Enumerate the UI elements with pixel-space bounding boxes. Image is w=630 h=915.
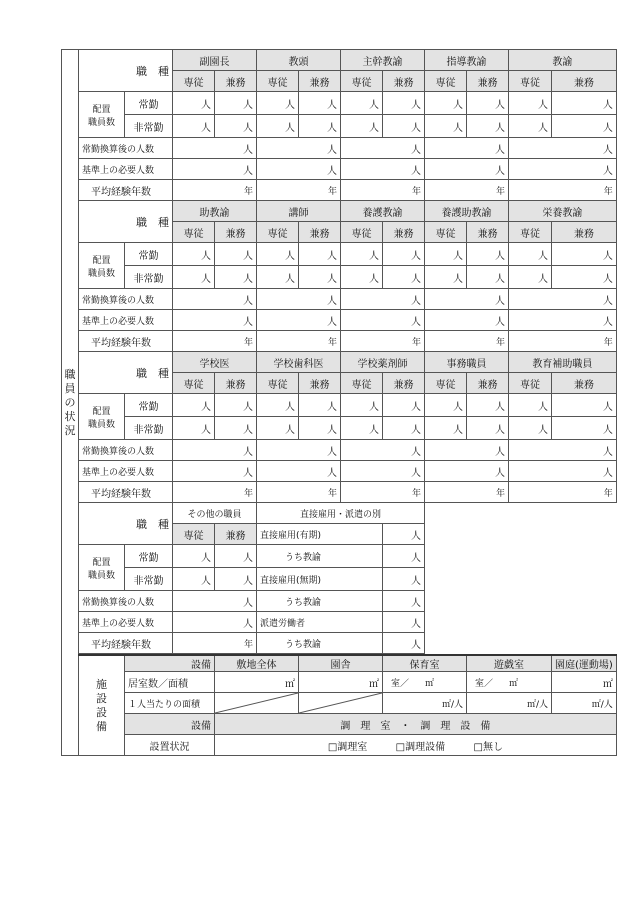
experience-label: 平均経験年数 xyxy=(79,482,173,503)
full-time-label: 常勤 xyxy=(125,92,173,115)
person-cell[interactable]: 人 xyxy=(425,440,509,461)
experience-label: 平均経験年数 xyxy=(79,633,173,654)
person-cell[interactable]: 人 xyxy=(467,92,509,115)
job-header: 教諭 xyxy=(509,50,617,71)
person-cell[interactable]: 人 xyxy=(425,417,467,440)
person-cell[interactable]: 人 xyxy=(509,310,617,331)
year-cell[interactable]: 年 xyxy=(509,331,617,352)
job-type-header: 職 種 xyxy=(79,201,173,243)
person-cell[interactable]: 人 xyxy=(552,115,617,138)
facility-col-yard: 園庭(運動場) xyxy=(552,655,617,672)
full-time-label: 常勤 xyxy=(125,545,173,568)
room-area-cell[interactable]: 室／ ㎡ xyxy=(383,672,467,693)
full-time-header: 専従 xyxy=(509,373,552,394)
person-cell[interactable]: 人 xyxy=(215,417,257,440)
full-time-header: 専従 xyxy=(173,222,215,243)
person-cell[interactable]: 人 xyxy=(425,289,509,310)
person-cell[interactable]: 人 xyxy=(173,417,215,440)
person-cell[interactable]: 人 xyxy=(299,394,341,417)
person-cell[interactable]: 人 xyxy=(173,159,257,180)
person-cell[interactable]: 人 xyxy=(173,115,215,138)
person-cell[interactable]: 人 xyxy=(341,115,383,138)
fte-label: 常勤換算後の人数 xyxy=(79,591,173,612)
person-cell[interactable]: 人 xyxy=(257,461,341,482)
part-time-header: 兼務 xyxy=(383,71,425,92)
full-time-header: 専従 xyxy=(257,373,299,394)
person-cell[interactable]: 人 xyxy=(341,138,425,159)
person-cell[interactable]: 人 xyxy=(341,461,425,482)
person-cell[interactable]: 人 xyxy=(383,115,425,138)
year-cell[interactable]: 年 xyxy=(509,482,617,503)
full-time-header: 専従 xyxy=(509,222,552,243)
facility-col-site: 敷地全体 xyxy=(215,655,299,672)
job-header-other: その他の職員 xyxy=(173,503,257,524)
job-header: 養護教諭 xyxy=(341,201,425,222)
job-header: 学校医 xyxy=(173,352,257,373)
fte-label: 常勤換算後の人数 xyxy=(79,440,173,461)
full-time-header: 専従 xyxy=(257,222,299,243)
facility-col-nursery: 保育室 xyxy=(383,655,467,672)
person-cell[interactable]: 人 xyxy=(509,138,617,159)
dispatch-label: 派遣労働者 xyxy=(257,612,383,633)
person-cell[interactable]: 人 xyxy=(552,266,617,289)
person-cell[interactable]: 人 xyxy=(257,92,299,115)
job-header: 教頭 xyxy=(257,50,341,71)
full-time-header: 専従 xyxy=(173,524,215,545)
part-time-header: 兼務 xyxy=(552,373,617,394)
person-cell[interactable]: 人 xyxy=(425,159,509,180)
part-time-header: 兼務 xyxy=(299,71,341,92)
person-cell[interactable]: 人 xyxy=(341,266,383,289)
part-time-header: 兼務 xyxy=(467,71,509,92)
person-cell[interactable]: 人 xyxy=(173,591,257,612)
person-cell[interactable]: 人 xyxy=(383,633,425,654)
person-cell[interactable]: 人 xyxy=(341,310,425,331)
full-time-header: 専従 xyxy=(341,373,383,394)
job-header: 主幹教諭 xyxy=(341,50,425,71)
direct-permanent-label: 直接雇用(無期) xyxy=(257,568,383,591)
year-cell[interactable]: 年 xyxy=(425,180,509,201)
person-cell[interactable]: 人 xyxy=(341,159,425,180)
year-cell[interactable]: 年 xyxy=(257,331,341,352)
area-cell[interactable]: ㎡ xyxy=(215,672,299,693)
required-label: 基準上の必要人数 xyxy=(79,310,173,331)
facility-header: 設備 xyxy=(125,714,215,735)
person-cell[interactable]: 人 xyxy=(425,394,467,417)
person-cell[interactable]: 人 xyxy=(257,394,299,417)
person-cell[interactable]: 人 xyxy=(383,243,425,266)
person-cell[interactable]: 人 xyxy=(383,394,425,417)
room-area-label: 居室数／面積 xyxy=(125,672,215,693)
person-cell[interactable]: 人 xyxy=(509,115,552,138)
part-time-header: 兼務 xyxy=(383,373,425,394)
part-time-header: 兼務 xyxy=(467,222,509,243)
facility-header: 設備 xyxy=(125,655,215,672)
year-cell[interactable]: 年 xyxy=(425,482,509,503)
year-cell[interactable]: 年 xyxy=(257,482,341,503)
person-cell[interactable]: 人 xyxy=(173,568,215,591)
year-cell[interactable]: 年 xyxy=(425,331,509,352)
person-cell[interactable]: 人 xyxy=(509,159,617,180)
person-cell[interactable]: 人 xyxy=(425,461,509,482)
employment-type-header: 直接雇用・派遣の別 xyxy=(257,503,425,524)
job-header: 養護助教諭 xyxy=(425,201,509,222)
person-cell[interactable]: 人 xyxy=(467,417,509,440)
year-cell[interactable]: 年 xyxy=(173,180,257,201)
full-time-header: 専従 xyxy=(341,71,383,92)
person-cell[interactable]: 人 xyxy=(425,115,467,138)
person-cell[interactable]: 人 xyxy=(425,92,467,115)
option-kitchen-checkbox[interactable]: □調理室 xyxy=(327,741,368,753)
person-cell[interactable]: 人 xyxy=(257,159,341,180)
year-cell[interactable]: 年 xyxy=(173,633,257,654)
year-cell[interactable]: 年 xyxy=(173,331,257,352)
part-time-label: 非常勤 xyxy=(125,115,173,138)
person-cell[interactable]: 人 xyxy=(299,417,341,440)
area-cell[interactable]: ㎡ xyxy=(552,672,617,693)
staff-facility-table xyxy=(61,49,617,756)
na-cell xyxy=(299,693,383,714)
person-cell[interactable]: 人 xyxy=(341,394,383,417)
person-cell[interactable]: 人 xyxy=(509,243,552,266)
person-cell[interactable]: 人 xyxy=(509,417,552,440)
person-cell[interactable]: 人 xyxy=(383,92,425,115)
per-person-cell[interactable]: ㎡/人 xyxy=(552,693,617,714)
full-time-header: 専従 xyxy=(425,71,467,92)
part-time-label: 非常勤 xyxy=(125,568,173,591)
job-header: 栄養教諭 xyxy=(509,201,617,222)
person-cell[interactable]: 人 xyxy=(257,289,341,310)
person-cell[interactable]: 人 xyxy=(552,243,617,266)
person-cell[interactable]: 人 xyxy=(299,266,341,289)
facility-section-title: 施 設 設 備 xyxy=(79,655,125,756)
person-cell[interactable]: 人 xyxy=(173,440,257,461)
part-time-header: 兼務 xyxy=(383,222,425,243)
person-cell[interactable]: 人 xyxy=(341,440,425,461)
full-time-header: 専従 xyxy=(425,222,467,243)
person-cell[interactable]: 人 xyxy=(257,115,299,138)
person-cell[interactable]: 人 xyxy=(215,394,257,417)
part-time-header: 兼務 xyxy=(215,524,257,545)
option-none-checkbox[interactable]: □無し xyxy=(473,741,503,753)
na-cell xyxy=(215,693,299,714)
required-label: 基準上の必要人数 xyxy=(79,461,173,482)
person-cell[interactable]: 人 xyxy=(215,545,257,568)
part-time-label: 非常勤 xyxy=(125,417,173,440)
full-time-label: 常勤 xyxy=(125,243,173,266)
year-cell[interactable]: 年 xyxy=(509,180,617,201)
person-cell[interactable]: 人 xyxy=(257,138,341,159)
part-time-header: 兼務 xyxy=(215,71,257,92)
person-cell[interactable]: 人 xyxy=(383,568,425,591)
year-cell[interactable]: 年 xyxy=(341,180,425,201)
full-time-header: 専従 xyxy=(257,71,299,92)
staff-count-label: 配置 職員数 xyxy=(79,92,125,138)
person-cell[interactable]: 人 xyxy=(215,92,257,115)
person-cell[interactable]: 人 xyxy=(552,417,617,440)
teacher-sub-label: うち教諭 xyxy=(257,633,383,654)
person-cell[interactable]: 人 xyxy=(509,394,552,417)
year-cell[interactable]: 年 xyxy=(257,180,341,201)
person-cell[interactable]: 人 xyxy=(425,138,509,159)
part-time-header: 兼務 xyxy=(299,373,341,394)
direct-fixed-label: 直接雇用(有期) xyxy=(257,524,383,545)
person-cell[interactable]: 人 xyxy=(383,524,425,545)
experience-label: 平均経験年数 xyxy=(79,180,173,201)
person-cell[interactable]: 人 xyxy=(215,115,257,138)
person-cell[interactable]: 人 xyxy=(425,310,509,331)
kitchen-title: 調 理 室 ・ 調 理 設 備 xyxy=(215,714,617,735)
teacher-sub-label: うち教諭 xyxy=(257,545,383,568)
option-equipment-checkbox[interactable]: □調理設備 xyxy=(395,741,446,753)
staff-count-label: 配置 職員数 xyxy=(79,243,125,289)
person-cell[interactable]: 人 xyxy=(173,266,215,289)
part-time-header: 兼務 xyxy=(215,222,257,243)
person-cell[interactable]: 人 xyxy=(467,115,509,138)
part-time-header: 兼務 xyxy=(467,373,509,394)
full-time-label: 常勤 xyxy=(125,394,173,417)
person-cell[interactable]: 人 xyxy=(173,310,257,331)
person-cell[interactable]: 人 xyxy=(425,243,467,266)
installation-options xyxy=(215,735,617,756)
job-header: 指導教諭 xyxy=(425,50,509,71)
person-cell[interactable]: 人 xyxy=(509,440,617,461)
person-cell[interactable]: 人 xyxy=(215,568,257,591)
part-time-header: 兼務 xyxy=(552,222,617,243)
part-time-header: 兼務 xyxy=(299,222,341,243)
staff-count-label: 配置 職員数 xyxy=(79,394,125,440)
person-cell[interactable]: 人 xyxy=(467,243,509,266)
year-cell[interactable]: 年 xyxy=(341,482,425,503)
facility-col-playroom: 遊戯室 xyxy=(467,655,552,672)
teacher-sub-label: うち教諭 xyxy=(257,591,383,612)
person-cell[interactable]: 人 xyxy=(383,417,425,440)
person-cell[interactable]: 人 xyxy=(257,310,341,331)
person-cell[interactable]: 人 xyxy=(383,612,425,633)
person-cell[interactable]: 人 xyxy=(173,92,215,115)
person-cell[interactable]: 人 xyxy=(383,545,425,568)
fte-label: 常勤換算後の人数 xyxy=(79,138,173,159)
full-time-header: 専従 xyxy=(341,222,383,243)
job-header: 助教諭 xyxy=(173,201,257,222)
full-time-header: 専従 xyxy=(173,373,215,394)
person-cell[interactable]: 人 xyxy=(341,417,383,440)
facility-col-building: 園舎 xyxy=(299,655,383,672)
person-cell[interactable]: 人 xyxy=(467,266,509,289)
person-cell[interactable]: 人 xyxy=(215,266,257,289)
per-person-cell[interactable]: ㎡/人 xyxy=(383,693,467,714)
person-cell[interactable]: 人 xyxy=(257,440,341,461)
fte-label: 常勤換算後の人数 xyxy=(79,289,173,310)
person-cell[interactable]: 人 xyxy=(299,92,341,115)
person-cell[interactable]: 人 xyxy=(173,612,257,633)
person-cell[interactable]: 人 xyxy=(467,394,509,417)
person-cell[interactable]: 人 xyxy=(173,138,257,159)
installation-label: 設置状況 xyxy=(125,735,215,756)
person-cell[interactable]: 人 xyxy=(509,266,552,289)
person-cell[interactable]: 人 xyxy=(173,545,215,568)
part-time-label: 非常勤 xyxy=(125,266,173,289)
job-header: 講師 xyxy=(257,201,341,222)
person-cell[interactable]: 人 xyxy=(509,92,552,115)
staff-count-label: 配置 職員数 xyxy=(79,545,125,591)
person-cell[interactable]: 人 xyxy=(299,115,341,138)
person-cell[interactable]: 人 xyxy=(383,266,425,289)
person-cell[interactable]: 人 xyxy=(257,243,299,266)
job-type-header: 職 種 xyxy=(79,50,173,92)
person-cell[interactable]: 人 xyxy=(173,243,215,266)
required-label: 基準上の必要人数 xyxy=(79,612,173,633)
person-cell[interactable]: 人 xyxy=(509,461,617,482)
job-header: 学校歯科医 xyxy=(257,352,341,373)
person-cell[interactable]: 人 xyxy=(215,243,257,266)
full-time-header: 専従 xyxy=(509,71,552,92)
job-header: 事務職員 xyxy=(425,352,509,373)
person-cell[interactable]: 人 xyxy=(383,591,425,612)
area-cell[interactable]: ㎡ xyxy=(299,672,383,693)
staff-section-title: 職 員 の 状 況 xyxy=(62,50,79,756)
full-time-header: 専従 xyxy=(425,373,467,394)
person-cell[interactable]: 人 xyxy=(425,266,467,289)
part-time-header: 兼務 xyxy=(552,71,617,92)
experience-label: 平均経験年数 xyxy=(79,331,173,352)
person-cell[interactable]: 人 xyxy=(341,92,383,115)
job-type-header: 職 種 xyxy=(79,352,173,394)
person-cell[interactable]: 人 xyxy=(173,461,257,482)
job-header: 教育補助職員 xyxy=(509,352,617,373)
person-cell[interactable]: 人 xyxy=(257,266,299,289)
room-area-cell[interactable]: 室／ ㎡ xyxy=(467,672,552,693)
person-cell[interactable]: 人 xyxy=(299,243,341,266)
per-person-label: １人当たりの面積 xyxy=(125,693,215,714)
person-cell[interactable]: 人 xyxy=(173,394,215,417)
person-cell[interactable]: 人 xyxy=(552,92,617,115)
job-header: 学校薬剤師 xyxy=(341,352,425,373)
year-cell[interactable]: 年 xyxy=(173,482,257,503)
person-cell[interactable]: 人 xyxy=(173,289,257,310)
job-type-header: 職 種 xyxy=(79,503,173,545)
form-sheet xyxy=(61,49,617,756)
person-cell[interactable]: 人 xyxy=(552,394,617,417)
part-time-header: 兼務 xyxy=(215,373,257,394)
job-header: 副園長 xyxy=(173,50,257,71)
person-cell[interactable]: 人 xyxy=(509,289,617,310)
year-cell[interactable]: 年 xyxy=(341,331,425,352)
full-time-header: 専従 xyxy=(173,71,215,92)
person-cell[interactable]: 人 xyxy=(341,289,425,310)
person-cell[interactable]: 人 xyxy=(341,243,383,266)
person-cell[interactable]: 人 xyxy=(257,417,299,440)
per-person-cell[interactable]: ㎡/人 xyxy=(467,693,552,714)
required-label: 基準上の必要人数 xyxy=(79,159,173,180)
